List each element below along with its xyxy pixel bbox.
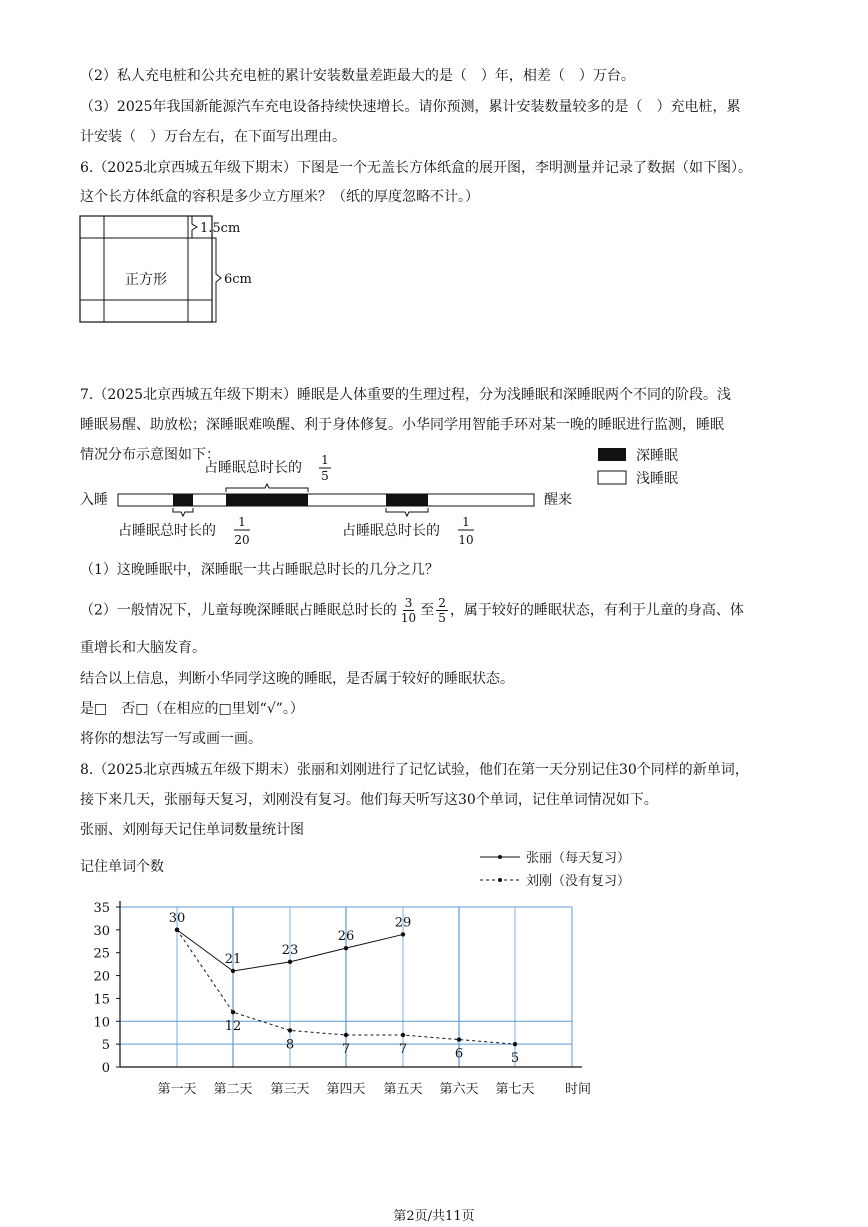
annot-left-text: 占睡眠总时长的 [118,523,216,539]
end-label: 醒来 [544,492,572,508]
xtick-label-6: 第七天 [495,1082,535,1097]
annot-top-text: 占睡眠总时长的 [204,460,302,476]
annot-left-num: 1 [238,515,246,529]
annot-left-den: 20 [234,533,250,547]
q7-choice: 是□ 否□（在相应的□里划“√”。） [80,701,304,717]
xtick-label-4: 第五天 [383,1082,423,1097]
q7-sub2-line2: 重增长和大脑发育。 [80,640,206,656]
series-1-point-5 [457,1037,461,1041]
series-0-label-1: 21 [224,952,242,967]
series-0-label-3: 26 [337,929,355,945]
side-brace [188,216,197,238]
legend-deep-label: 深睡眠 [636,448,678,464]
xtick-label-3: 第四天 [326,1082,366,1097]
series-0-label-0: 30 [168,910,186,926]
q7-frac-2-5 [436,596,448,625]
series-1-point-3 [344,1033,348,1037]
legend-dot-1 [498,878,502,882]
series-0-point-2 [288,960,292,964]
xtick-label-1: 第二天 [213,1082,253,1097]
legend-label-1: 刘刚（没有复习） [526,874,631,889]
ytick-label-30: 30 [93,923,110,939]
series-1-label-3: 7 [341,1042,351,1057]
q6-stem-line1: 6.（2025北京西城五年级下期末）下图是一个无盖长方体纸盒的展开图，李明测量并记录了数据（如下图）。 [80,160,752,176]
q6-stem-line2: 这个长方体纸盒的容积是多少立方厘米？（纸的厚度忽略不计。） [80,189,479,205]
page-footer: 第2页/共11页 [393,1209,475,1224]
series-1-point-0 [175,928,179,932]
q8-chart-title: 张丽、刘刚每天记住单词数量统计图 [80,822,304,838]
frac1-num: 3 [404,596,413,610]
q5-part3-line1: （3）2025年我国新能源汽车充电设备持续快速增长。请你预测，累计安装数量较多的是（ ）充电桩，累 [80,99,741,115]
legend-deep-swatch [598,448,626,461]
frac1-den: 10 [400,611,417,625]
x-axis-label: 时间 [564,1082,592,1097]
series-1-point-1 [231,1010,235,1014]
series-1-label-5: 6 [454,1046,464,1062]
q7-sub1: （1）这晚睡眠中，深睡眠一共占睡眠总时长的几分之几？ [80,562,439,578]
series-1-label-4: 7 [398,1042,408,1057]
series-1-point-4 [401,1033,405,1037]
series-0-label-4: 29 [394,915,412,931]
q7-stem-line1: 7.（2025北京西城五年级下期末）睡眠是人体重要的生理过程，分为浅睡眠和深睡眠两个不同的阶段。浅 [80,387,731,403]
deep-seg-2 [226,494,308,506]
y-axis-label: 记住单词个数 [80,859,164,875]
label-side: 1.5cm [200,221,241,236]
q7-sub2-pre: （2）一般情况下，儿童每晚深睡眠占睡眠总时长的 [80,602,397,619]
annot-right-num: 1 [462,515,470,529]
ytick-label-10: 10 [93,1015,110,1031]
annot-right-text: 占睡眠总时长的 [342,523,440,539]
q5-part3-line2: 计安装（ ）万台左右，在下面写出理由。 [80,129,346,145]
frac2-den: 5 [438,611,446,625]
start-label: 入睡 [80,492,108,508]
series-0-point-4 [401,932,405,936]
series-0-point-3 [344,946,348,950]
deep-seg-1 [173,494,193,506]
annot-top-den: 5 [321,469,329,483]
series-1-label-6: 5 [510,1051,520,1067]
q8-stem-line2: 接下来几天，张丽每天复习，刘刚没有复习。他们每天听写这30个单词，记住单词情况如下。 [80,792,658,808]
q7-sub2-mid: 至 [420,602,435,619]
q7-draw: 将你的想法写一写或画一画。 [80,731,262,747]
series-0-label-2: 23 [281,942,299,958]
q7-judge: 结合以上信息，判断小华同学这晚的睡眠，是否属于较好的睡眠状态。 [80,671,514,687]
annot-right-den: 10 [458,533,474,547]
q7-stem-line3: 情况分布示意图如下： [80,447,220,463]
xtick-label-2: 第三天 [270,1082,310,1097]
q5-part2: （2）私人充电桩和公共充电桩的累计安装数量差距最大的是（ ）年，相差（ ）万台。 [80,68,635,84]
legend-light-label: 浅睡眠 [636,471,678,487]
series-1-point-2 [288,1028,292,1032]
deep-seg-3 [386,494,428,506]
q7-sub2 [80,596,744,625]
label-square: 正方形 [125,272,167,288]
annot-top-num: 1 [321,453,329,467]
q7-sub2-post: ，属于较好的睡眠状态，有利于儿童的身高、体 [449,602,744,619]
legend-label-0: 张丽（每天复习） [526,851,631,866]
sleep-diagram [70,440,710,550]
series-1-point-6 [513,1042,517,1046]
ytick-label-15: 15 [93,992,110,1008]
ytick-label-20: 20 [93,969,110,985]
line-chart [0,845,868,1105]
frac2-num: 2 [438,596,446,610]
legend-light-swatch [598,471,626,484]
xtick-label-5: 第六天 [439,1082,479,1097]
q8-stem-line1: 8.（2025北京西城五年级下期末）张丽和刘刚进行了记忆试验，他们在第一天分别记住30个同样的新单词， [80,762,749,778]
height-brace [212,238,221,322]
xtick-label-0: 第一天 [157,1082,197,1097]
series-1-label-1: 12 [224,1019,242,1035]
ytick-label-5: 5 [101,1038,110,1054]
label-height: 6cm [224,272,252,287]
series-0-point-1 [231,969,235,973]
q7-frac-3-10 [399,596,418,625]
ytick-label-25: 25 [93,946,110,962]
ytick-label-0: 0 [101,1061,110,1076]
legend-dot-0 [498,855,502,859]
ytick-label-35: 35 [93,901,110,916]
series-1-label-2: 8 [285,1037,295,1053]
box-net-diagram [70,212,290,330]
q7-stem-line2: 睡眠易醒、助放松；深睡眠难唤醒、利于身体修复。小华同学用智能手环对某一晚的睡眠进行监测，睡眠 [80,417,724,433]
